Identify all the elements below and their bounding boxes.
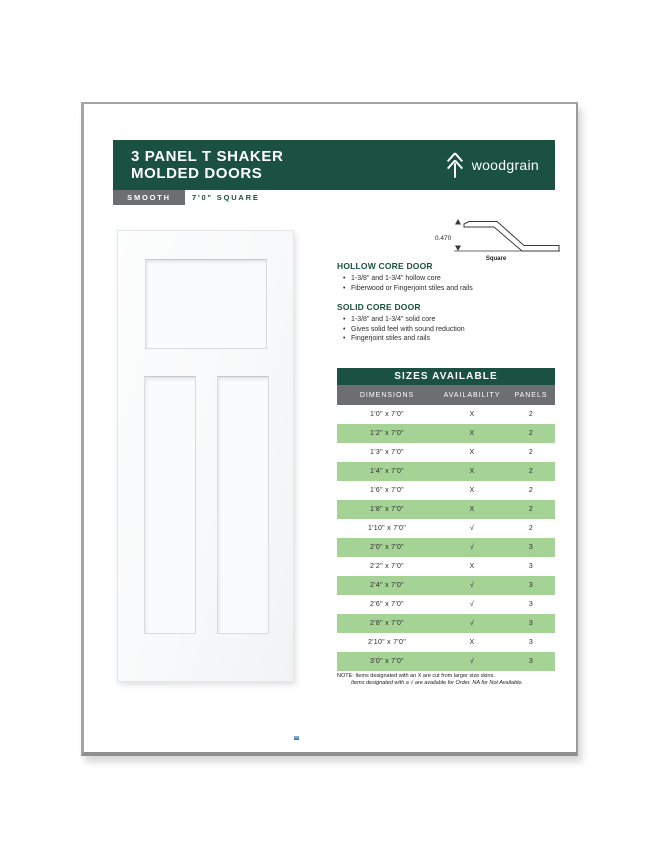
- table-row: [337, 614, 555, 633]
- sizes-table-rows: [337, 405, 555, 671]
- cell-dimensions: 1'2" x 7'0": [370, 430, 404, 437]
- cell-availability: X: [469, 639, 475, 646]
- spec-bullet: • Fiberwood or Fingerjoint stiles and rails: [343, 284, 552, 294]
- cell-panels: 3: [528, 639, 534, 646]
- footnote-line2: Items designated with a √ are available for Order. NA for Not Available.: [351, 679, 523, 686]
- sizes-table: [337, 368, 555, 671]
- spec-bullet: • 1-3/8" and 1-3/4" hollow core: [343, 274, 552, 284]
- cell-dimensions: 1'3" x 7'0": [370, 449, 404, 456]
- dimension-arrow-up: [455, 219, 461, 225]
- cell-dimensions: 2'10" x 7'0": [367, 639, 407, 646]
- page-title: [113, 148, 283, 183]
- solid-core-bullets: [337, 315, 552, 344]
- cell-panels: 2: [528, 468, 534, 475]
- cell-panels: 2: [528, 411, 534, 418]
- cell-availability: √: [469, 525, 475, 532]
- page-artifact-dot: [294, 736, 299, 740]
- cell-availability: √: [469, 582, 475, 589]
- cell-panels: 2: [528, 430, 534, 437]
- door-top-panel: [145, 259, 267, 349]
- cell-dimensions: 2'8" x 7'0": [370, 620, 404, 627]
- cell-panels: 2: [528, 487, 534, 494]
- table-row: [337, 652, 555, 671]
- footnote-line1: NOTE: Items designated with an X are cut from larger size skins.: [337, 673, 495, 679]
- column-header-panels: PANELS: [514, 391, 548, 399]
- profile-name-label: Square: [485, 256, 507, 262]
- cell-dimensions: 1'6" x 7'0": [370, 487, 404, 494]
- cell-availability: √: [469, 620, 475, 627]
- spec-bullet: • Fingerjoint stiles and rails: [343, 334, 552, 344]
- profile-outline: [464, 222, 559, 252]
- table-row: [337, 557, 555, 576]
- cell-dimensions: 1'8" x 7'0": [370, 506, 404, 513]
- cell-availability: X: [469, 506, 475, 513]
- cell-dimensions: 2'6" x 7'0": [370, 601, 404, 608]
- cell-dimensions: 3'0" x 7'0": [370, 658, 404, 665]
- cell-panels: 3: [528, 582, 534, 589]
- cell-panels: 3: [528, 563, 534, 570]
- cell-dimensions: 2'4" x 7'0": [370, 582, 404, 589]
- cell-panels: 3: [528, 601, 534, 608]
- solid-core-heading: SOLID CORE DOOR: [337, 302, 421, 312]
- brand-wordmark: woodgrain: [471, 157, 539, 173]
- cell-availability: X: [469, 411, 475, 418]
- table-row: [337, 424, 555, 443]
- table-row: [337, 405, 555, 424]
- column-header-availability: AVAILABILITY: [443, 391, 501, 399]
- table-row: [337, 462, 555, 481]
- header-bar: [113, 140, 555, 190]
- sizes-table-header: [337, 385, 555, 405]
- table-row: [337, 595, 555, 614]
- table-row: [337, 576, 555, 595]
- page-title-line1: 3 PANEL T SHAKER: [131, 147, 284, 165]
- texture-badge: SMOOTH: [113, 190, 185, 205]
- door-left-panel: [144, 376, 196, 634]
- cell-panels: 2: [528, 506, 534, 513]
- spec-sheet-page: [81, 102, 578, 756]
- spec-sections: [337, 261, 552, 344]
- brand-logo: [445, 151, 555, 179]
- table-row: [337, 633, 555, 652]
- cell-dimensions: 2'0" x 7'0": [370, 544, 404, 551]
- hollow-core-bullets: [337, 274, 552, 293]
- cell-availability: X: [469, 449, 475, 456]
- cell-panels: 2: [528, 525, 534, 532]
- sticking-profile-diagram: [434, 218, 566, 266]
- table-row: [337, 538, 555, 557]
- dimension-label: 0.470: [435, 235, 452, 242]
- cell-dimensions: 1'10" x 7'0": [367, 525, 407, 532]
- door-photo: [117, 230, 294, 682]
- spec-bullet: • Gives solid feel with sound reduction: [343, 325, 552, 335]
- column-header-dimensions: DIMENSIONS: [359, 391, 415, 399]
- cell-availability: X: [469, 468, 475, 475]
- cell-dimensions: 1'0" x 7'0": [370, 411, 404, 418]
- table-row: [337, 500, 555, 519]
- dimension-arrow-down: [455, 246, 461, 252]
- door-right-panel: [217, 376, 269, 634]
- cell-availability: √: [469, 601, 475, 608]
- cell-dimensions: 1'4" x 7'0": [370, 468, 404, 475]
- cell-availability: √: [469, 658, 475, 665]
- tree-icon: [445, 151, 465, 179]
- page-title-line2: MOLDED DOORS: [131, 165, 263, 182]
- cell-panels: 3: [528, 544, 534, 551]
- table-row: [337, 481, 555, 500]
- cell-availability: √: [469, 544, 475, 551]
- badge-row: [113, 190, 260, 205]
- spec-bullet: • 1-3/8" and 1-3/4" solid core: [343, 315, 552, 325]
- cell-dimensions: 2'2" x 7'0": [370, 563, 404, 570]
- table-row: [337, 519, 555, 538]
- sizes-table-title: SIZES AVAILABLE: [337, 368, 555, 385]
- cell-panels: 3: [528, 658, 534, 665]
- cell-availability: X: [469, 563, 475, 570]
- size-badge: 7'0" SQUARE: [192, 193, 260, 202]
- hollow-core-heading: HOLLOW CORE DOOR: [337, 261, 433, 271]
- cell-panels: 2: [528, 449, 534, 456]
- table-row: [337, 443, 555, 462]
- table-footnote: [337, 673, 557, 686]
- cell-panels: 3: [528, 620, 534, 627]
- cell-availability: X: [469, 487, 475, 494]
- cell-availability: X: [469, 430, 475, 437]
